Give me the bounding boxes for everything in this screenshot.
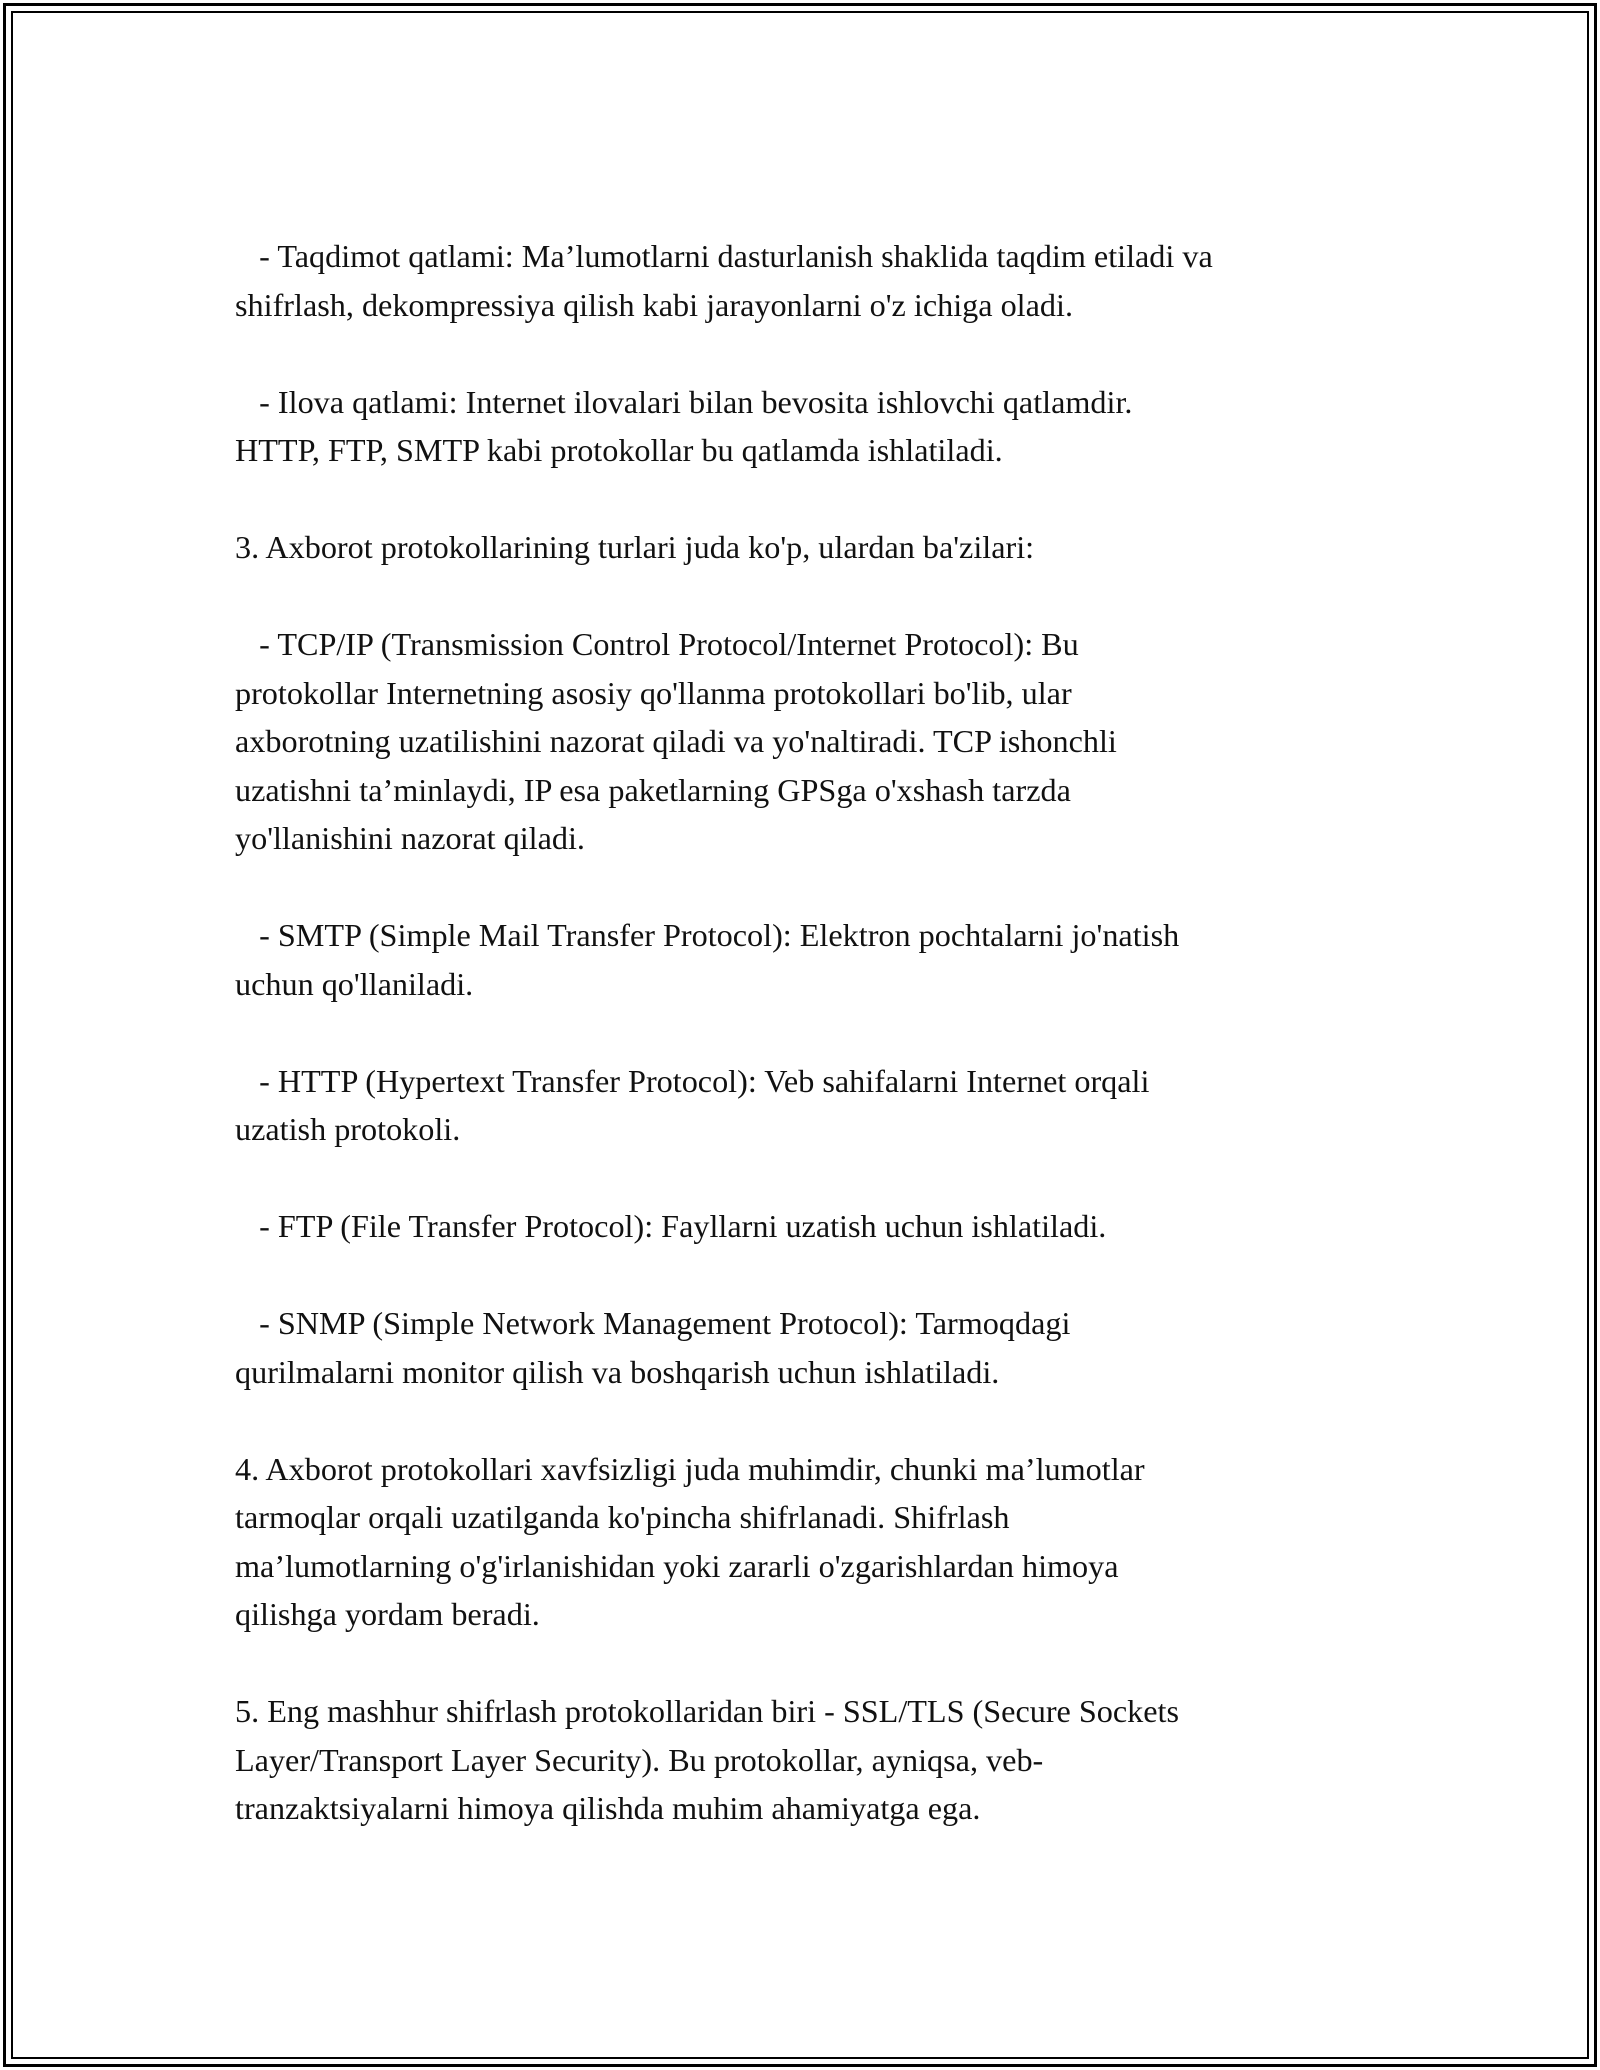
- paragraph-http: - HTTP (Hypertext Transfer Protocol): Veb sahifalarni Internet orqali uzatish protokoli.: [235, 1062, 1150, 1147]
- paragraph-application-layer: - Ilova qatlami: Internet ilovalari bilan bevosita ishlovchi qatlamdir. HTTP, FTP, SMTP kabi protokollar bu qatlamda ishlatiladi.: [235, 383, 1133, 468]
- paragraph-protocol-types: 3. Axborot protokollarining turlari juda ko'p, ulardan ba'zilari:: [235, 529, 1035, 565]
- document-body: [235, 232, 1385, 1833]
- paragraph-snmp: - SNMP (Simple Network Management Protocol): Tarmoqdagi qurilmalarni monitor qilish va boshqarish uchun ishlatiladi.: [235, 1305, 1071, 1390]
- paragraph-security: 4. Axborot protokollari xavfsizligi juda muhimdir, chunki ma’lumotlar tarmoqlar orqali uzatilganda ko'pincha shifrlanadi. Shifrlash ma’lumotlarning o'g'irlanishidan yoki zararli o'zgarishlardan himoya qilishga yordam beradi.: [235, 1450, 1145, 1632]
- paragraph-presentation-layer: - Taqdimot qatlami: Ma’lumotlarni dasturlanish shaklida taqdim etiladi va shifrlash, dekompressiya qilish kabi jarayonlarni o'z ichiga oladi.: [235, 238, 1213, 323]
- paragraph-tcp-ip: - TCP/IP (Transmission Control Protocol/Internet Protocol): Bu protokollar Internetning asosiy qo'llanma protokollari bo'lib, ular axborotning uzatilishini nazorat qiladi va yo'naltiradi. TCP ishonchli uzatishni ta’minlaydi, IP esa paketlarning GPSga o'xshash tarzda yo'llanishini nazorat qiladi.: [235, 626, 1117, 856]
- paragraph-smtp: - SMTP (Simple Mail Transfer Protocol): Elektron pochtalarni jo'natish uchun qo'llaniladi.: [235, 917, 1180, 1002]
- paragraph-ssl-tls: 5. Eng mashhur shifrlash protokollaridan biri - SSL/TLS (Secure Sockets Layer/Transport Layer Security). Bu protokollar, ayniqsa, veb- tranzaktsiyalarni himoya qilishda muhim ahamiyatga ega.: [235, 1693, 1180, 1826]
- paragraph-ftp: - FTP (File Transfer Protocol): Fayllarni uzatish uchun ishlatiladi.: [235, 1208, 1107, 1244]
